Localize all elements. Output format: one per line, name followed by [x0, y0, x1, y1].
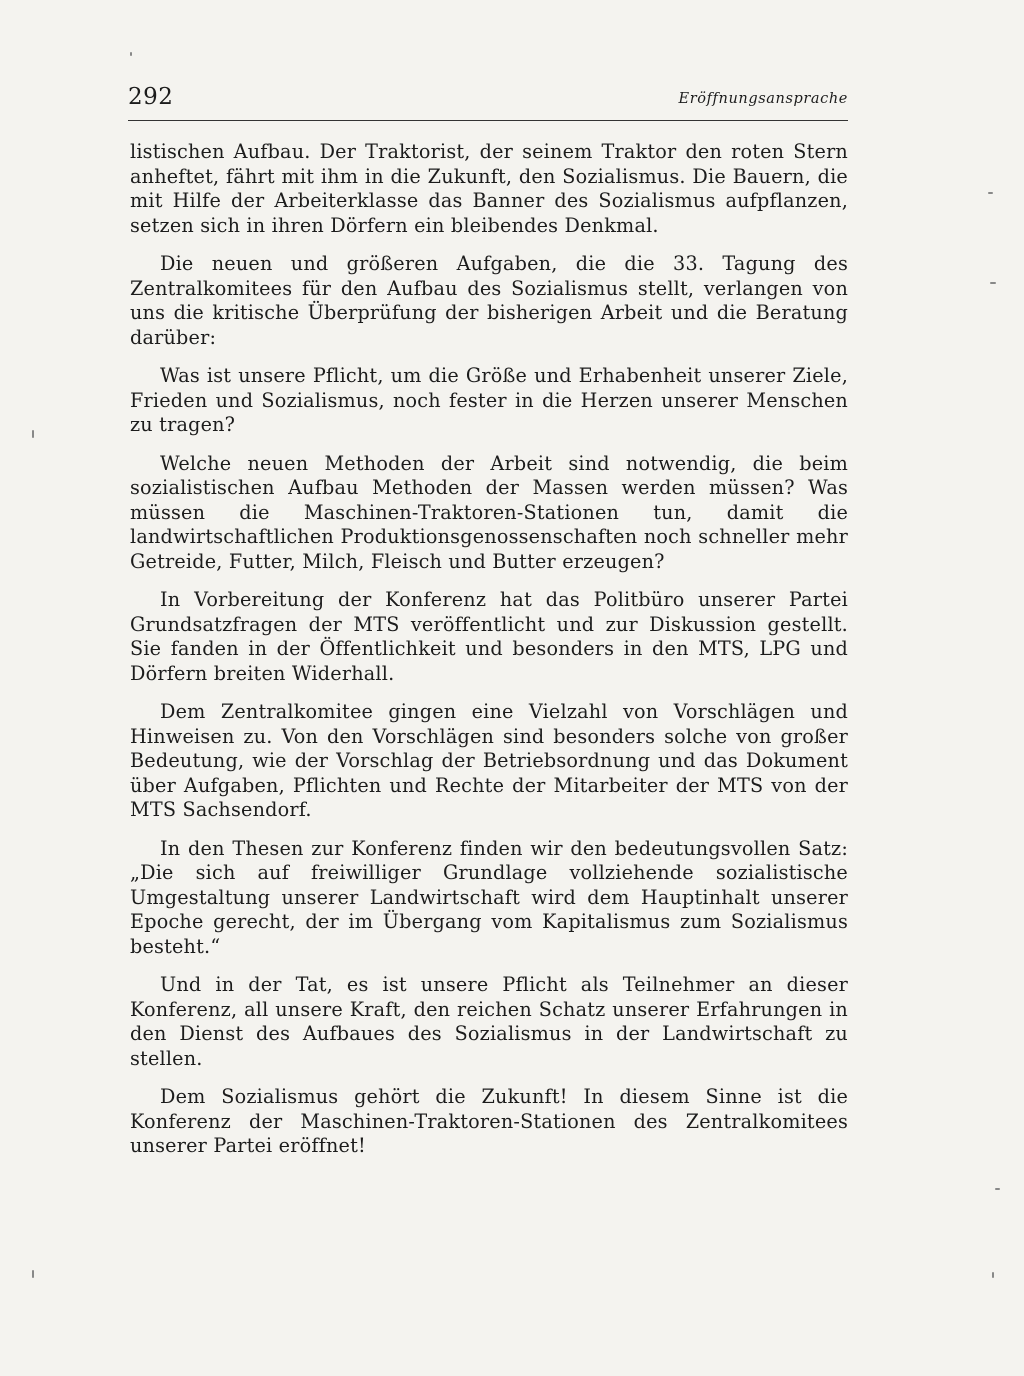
scan-speck — [988, 192, 993, 194]
scan-speck — [130, 52, 132, 56]
page-number: 292 — [128, 84, 174, 110]
paragraph-1: listischen Aufbau. Der Traktorist, der seinem Traktor den roten Stern anheftet, fährt mit ihm in die Zukunft, den Sozialismus. Die Bauern, die mit Hilfe der Arbeiterklasse das Banner des Sozialismus aufpflanzen, setzen sich in ihren Dörfern ein bleibendes Denkmal. — [130, 140, 848, 237]
paragraph-8: Und in der Tat, es ist unsere Pflicht als Teilnehmer an dieser Konferenz, all unsere Kraft, den reichen Schatz unserer Erfahrungen in den Dienst des Aufbaues des Sozialismus in der Landwirtschaft zu stellen. — [130, 973, 848, 1070]
paragraph-4: Welche neuen Methoden der Arbeit sind notwendig, die beim sozialistischen Aufbau Methoden der Massen werden müssen? Was müssen die Maschinen-Traktoren-Stationen tun, damit die landwirtschaftlichen Produktionsgenossenschaften noch schneller mehr Getreide, Futter, Milch, Fleisch und Butter erzeugen? — [130, 451, 848, 573]
page-header — [128, 84, 848, 121]
paragraph-6: Dem Zentralkomitee gingen eine Vielzahl von Vorschlägen und Hinweisen zu. Von den Vorschlägen sind besonders solche von großer Bedeutung, wie der Vorschlag der Betriebsordnung und das Dokument über Aufgaben, Pflichten und Rechte der Mitarbeiter der MTS von der MTS Sachsendorf. — [130, 700, 848, 821]
running-title: Eröffnungsansprache — [678, 91, 848, 107]
scan-speck — [992, 1272, 994, 1278]
paragraph-5: In Vorbereitung der Konferenz hat das Politbüro unserer Partei Grundsatzfragen der MTS veröffentlicht und zur Diskussion gestellt. Sie fanden in der Öffentlichkeit und besonders in den MTS, LPG und Dörfern breiten Widerhall. — [130, 588, 848, 685]
paragraph-7: In den Thesen zur Konferenz finden wir den bedeutungsvollen Satz: „Die sich auf freiwilliger Grundlage vollziehende sozialistische Umgestaltung unserer Landwirtschaft wird dem Hauptinhalt unserer Epoche gerecht, der im Übergang vom Kapitalismus zum Sozialismus besteht.“ — [130, 836, 848, 958]
body-text — [130, 140, 848, 1173]
scan-speck — [990, 282, 996, 284]
paragraph-9: Dem Sozialismus gehört die Zukunft! In diesem Sinne ist die Konferenz der Maschinen-Traktoren-Stationen des Zentralkomitees unserer Partei eröffnet! — [130, 1085, 848, 1157]
scan-speck — [32, 430, 34, 438]
scan-speck — [995, 1188, 1000, 1190]
paragraph-3: Was ist unsere Pflicht, um die Größe und Erhabenheit unserer Ziele, Frieden und Sozialismus, noch fester in die Herzen unserer Menschen zu tragen? — [130, 364, 848, 436]
paragraph-2: Die neuen und größeren Aufgaben, die die 33. Tagung des Zentralkomitees für den Aufbau des Sozialismus stellt, verlangen von uns die kritische Überprüfung der bisherigen Arbeit und die Beratung darüber: — [130, 252, 848, 349]
scan-speck — [32, 1270, 34, 1278]
